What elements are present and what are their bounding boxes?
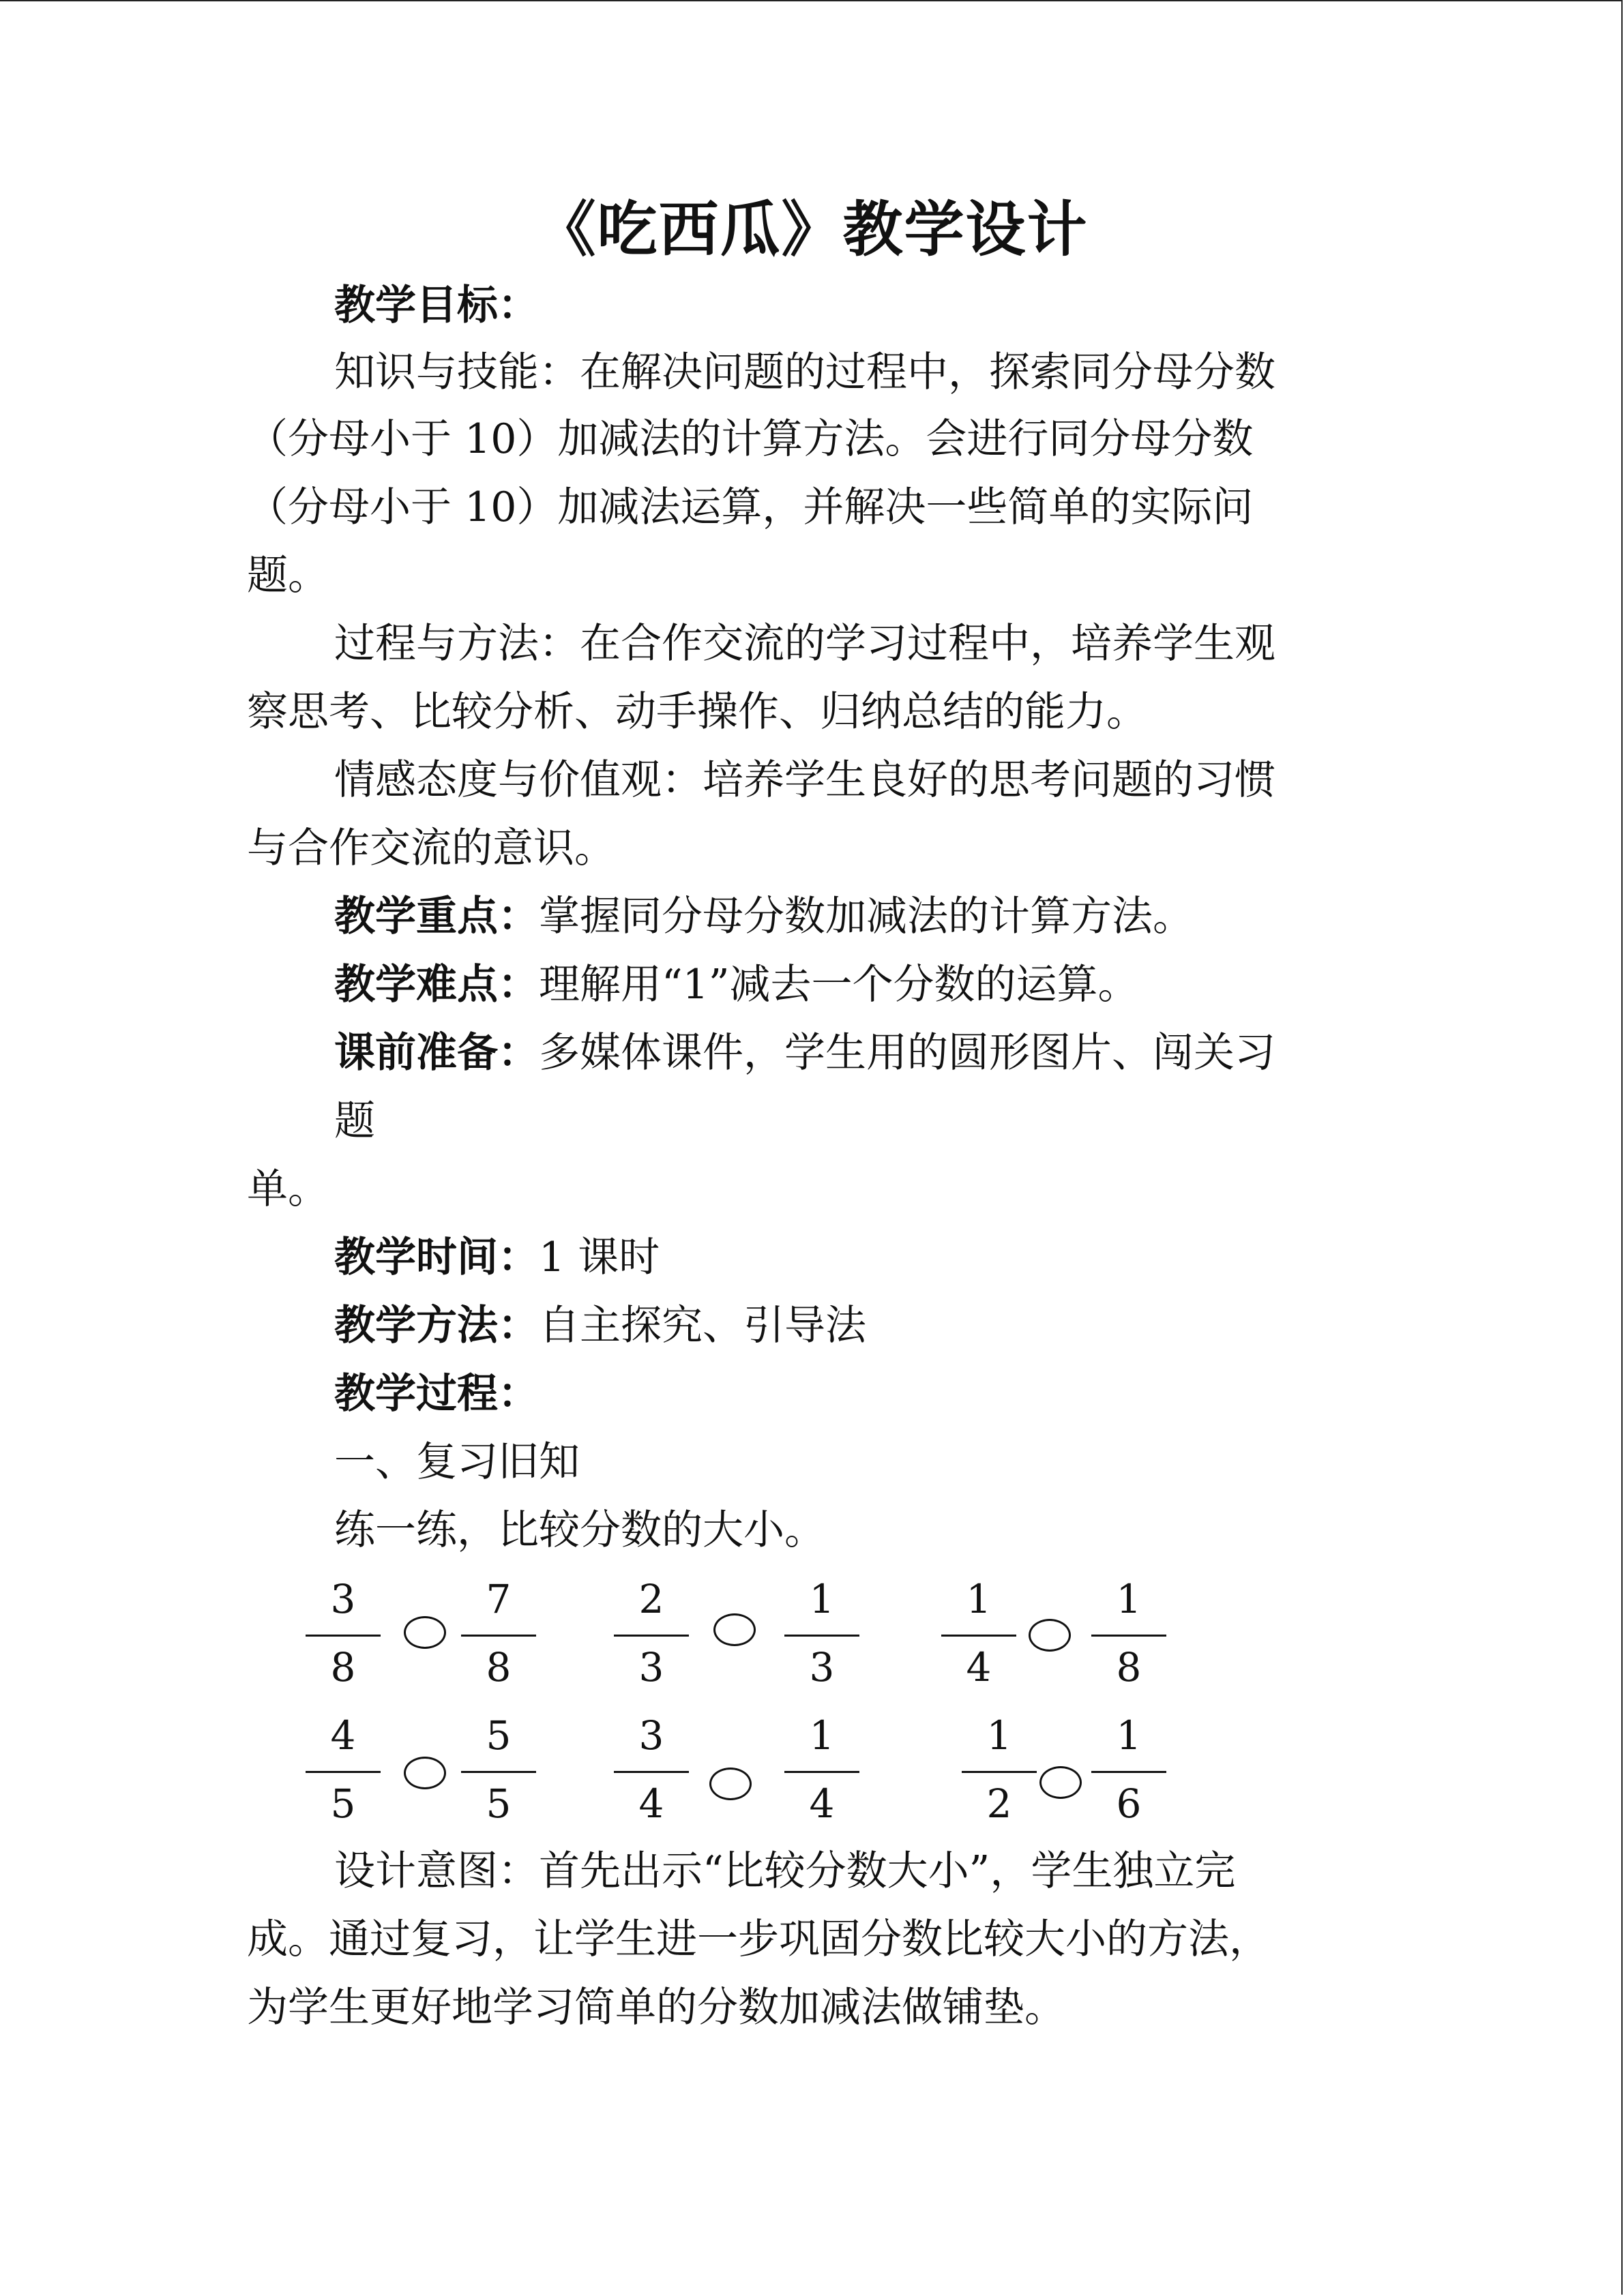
fraction-denominator: 5: [330, 1780, 356, 1827]
fraction-bar: [614, 1771, 689, 1773]
comparison-circle[interactable]: [404, 1757, 446, 1789]
fraction-numerator: 1: [986, 1712, 1012, 1759]
fraction-numerator: 1: [809, 1576, 835, 1622]
fraction-numerator: 1: [1116, 1576, 1142, 1622]
fraction-numerator: 1: [966, 1576, 992, 1622]
preparation: [334, 1027, 1275, 1079]
knowledge-line-2: （分母小于 10）加减法的计算方法。会进行同分母分数: [247, 415, 1254, 463]
comparison-circle[interactable]: [404, 1616, 446, 1649]
comparison-circle[interactable]: [1029, 1619, 1071, 1652]
fraction-bar: [941, 1635, 1016, 1637]
fraction-numerator: 2: [638, 1576, 664, 1622]
fraction-denominator: 5: [486, 1780, 512, 1827]
emotion-line-1: 情感态度与价值观：培养学生良好的思考问题的习惯: [334, 756, 1275, 804]
fraction-denominator: 4: [966, 1644, 992, 1690]
fraction-denominator: 3: [638, 1644, 664, 1690]
fraction-denominator: 4: [638, 1780, 664, 1827]
fraction: [962, 1712, 1037, 1828]
fraction-bar: [461, 1771, 536, 1773]
fraction: [1091, 1575, 1166, 1691]
knowledge-line-1: 知识与技能：在解决问题的过程中，探索同分母分数: [334, 348, 1275, 396]
fraction: [461, 1712, 536, 1828]
comparison-circle[interactable]: [1039, 1766, 1082, 1799]
key-point-text: 掌握同分母分数加减法的计算方法。: [539, 893, 1194, 940]
comparison-circle[interactable]: [713, 1613, 756, 1646]
emotion-line-2: 与合作交流的意识。: [247, 824, 615, 872]
fraction-bar: [962, 1771, 1037, 1773]
difficulty-label: 教学难点：: [334, 961, 539, 1009]
objectives-heading: 教学目标：: [334, 282, 539, 329]
fraction-bar: [784, 1771, 859, 1773]
fraction: [941, 1575, 1016, 1691]
fraction: [306, 1575, 381, 1691]
fraction-bar: [784, 1635, 859, 1637]
fraction-numerator: 4: [330, 1712, 356, 1759]
fraction-bar: [306, 1771, 381, 1773]
knowledge-line-3: （分母小于 10）加减法运算，并解决一些简单的实际问: [247, 483, 1254, 531]
fraction-bar: [306, 1635, 381, 1637]
process-line-2: 察思考、比较分析、动手操作、归纳总结的能力。: [247, 688, 1147, 736]
design-intent-line-1: 设计意图：首先出示“比较分数大小”，学生独立完: [334, 1847, 1236, 1895]
preparation-label: 课前准备：: [334, 1029, 539, 1077]
knowledge-line-4: 题。: [247, 552, 329, 599]
process-heading: 教学过程：: [334, 1370, 539, 1418]
fraction-bar: [614, 1635, 689, 1637]
key-point: [334, 891, 1194, 942]
fraction: [1091, 1712, 1166, 1828]
preparation-line-2: 题: [334, 1097, 375, 1145]
fraction-numerator: 5: [486, 1712, 512, 1759]
duration-label: 教学时间：: [334, 1234, 539, 1281]
key-point-label: 教学重点：: [334, 893, 539, 940]
fraction-numerator: 7: [486, 1576, 512, 1622]
duration: [334, 1232, 660, 1283]
fraction-denominator: 8: [486, 1644, 512, 1690]
design-intent-line-2: 成。通过复习，让学生进一步巩固分数比较大小的方法，: [247, 1915, 1270, 1963]
fraction-denominator: 8: [1116, 1644, 1142, 1690]
fraction-numerator: 3: [330, 1576, 356, 1622]
design-intent-line-3: 为学生更好地学习简单的分数加减法做铺垫。: [247, 1984, 1065, 2031]
section-1-heading: 一、复习旧知: [334, 1438, 580, 1486]
fraction-bar: [1091, 1635, 1166, 1637]
fraction: [784, 1575, 859, 1691]
page-title: 《吃西瓜》教学设计: [535, 194, 1089, 265]
fraction: [461, 1575, 536, 1691]
difficulty: [334, 959, 1139, 1011]
fraction: [614, 1575, 689, 1691]
comparison-circle[interactable]: [709, 1768, 752, 1800]
preparation-line-3: 单。: [247, 1165, 329, 1213]
difficulty-text: 理解用“1”减去一个分数的运算。: [539, 961, 1139, 1009]
method-label: 教学方法：: [334, 1302, 539, 1350]
fraction-denominator: 2: [986, 1780, 1012, 1827]
duration-text: 1 课时: [539, 1234, 660, 1281]
fraction-denominator: 8: [330, 1644, 356, 1690]
method-text: 自主探究、引导法: [539, 1302, 866, 1350]
fraction-bar: [461, 1635, 536, 1637]
process-line-1: 过程与方法：在合作交流的学习过程中，培养学生观: [334, 620, 1275, 668]
method: [334, 1300, 866, 1352]
fraction-denominator: 3: [809, 1644, 835, 1690]
fraction-denominator: 4: [809, 1780, 835, 1827]
fraction-numerator: 1: [809, 1712, 835, 1759]
fraction-numerator: 3: [638, 1712, 664, 1759]
fraction: [614, 1712, 689, 1828]
fraction-bar: [1091, 1771, 1166, 1773]
preparation-text: 多媒体课件，学生用的圆形图片、闯关习: [539, 1029, 1275, 1077]
fraction: [784, 1712, 859, 1828]
fraction: [306, 1712, 381, 1828]
practice-instruction: 练一练，比较分数的大小。: [334, 1506, 825, 1554]
fraction-numerator: 1: [1116, 1712, 1142, 1759]
fraction-denominator: 6: [1116, 1780, 1142, 1827]
